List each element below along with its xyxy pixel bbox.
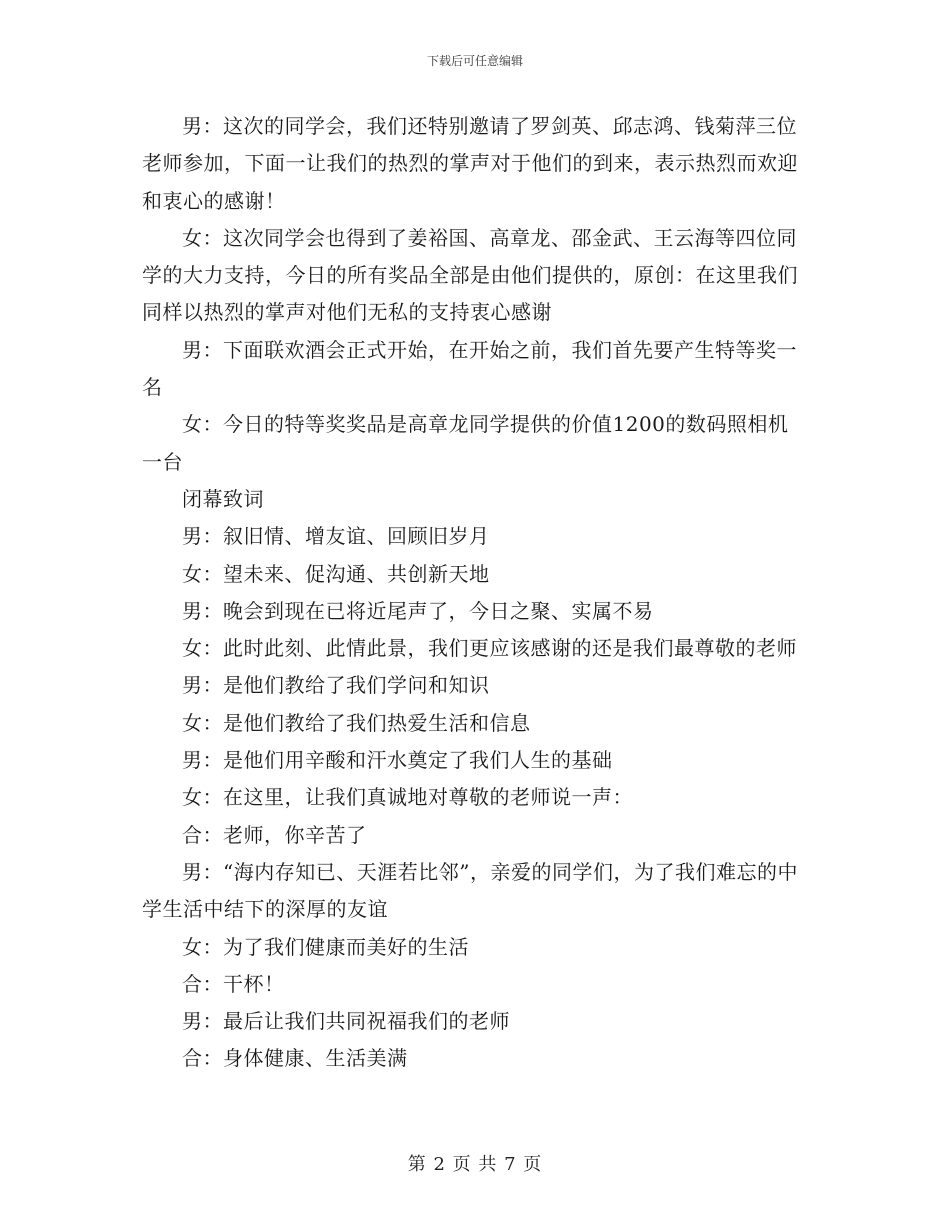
paragraph: 男：下面联欢酒会正式开始，在开始之前，我们首先要产生特等奖一名	[142, 337, 797, 400]
paragraph: 男：是他们用辛酸和汗水奠定了我们人生的基础	[182, 748, 613, 773]
section-heading: 闭幕致词	[182, 486, 264, 511]
paragraph: 男：“海内存知已、天涯若比邻”，亲爱的同学们，为了我们难忘的中学生活中结下的深厚的友谊	[142, 859, 798, 922]
paragraph: 女：望未来、促沟通、共创新天地	[182, 561, 490, 586]
paragraph: 男：是他们教给了我们学问和知识	[182, 673, 490, 698]
paragraph: 男：这次的同学会，我们还特别邀请了罗剑英、邱志鸿、钱菊萍三位老师参加，下面一让我们的热烈的掌声对于他们的到来，表示热烈而欢迎和衷心的感谢！	[142, 114, 798, 213]
paragraph: 合：干杯！	[182, 971, 285, 996]
paragraph: 合：老师，你辛苦了	[182, 822, 367, 847]
document-body	[142, 108, 808, 1078]
paragraph: 女：为了我们健康而美好的生活	[182, 934, 469, 959]
paragraph: 女：是他们教给了我们热爱生活和信息	[182, 710, 531, 735]
paragraph: 合：身体健康、生活美满	[182, 1046, 408, 1071]
paragraph: 女：此时此刻、此情此景，我们更应该感谢的还是我们最尊敬的老师	[182, 636, 797, 661]
page-number-footer: 第 2 页 共 7 页	[407, 1154, 543, 1175]
paragraph: 男：晚会到现在已将近尾声了，今日之聚、实属不易	[182, 598, 654, 623]
page-header: 下载后可任意编辑	[426, 54, 523, 68]
paragraph: 男：叙旧情、增友谊、回顾旧岁月	[182, 524, 490, 549]
paragraph: 女：今日的特等奖奖品是高章龙同学提供的价值1200的数码照相机一台	[142, 412, 789, 474]
paragraph: 女：这次同学会也得到了姜裕国、高章龙、邵金武、王云海等四位同学的大力支持，今日的所有奖品全部是由他们提供的，原创：在这里我们同样以热烈的掌声对他们无私的支持衷心感谢	[142, 225, 798, 325]
paragraph: 男：最后让我们共同祝福我们的老师	[182, 1009, 510, 1034]
paragraph: 女：在这里，让我们真诚地对尊敬的老师说一声：	[182, 785, 633, 810]
